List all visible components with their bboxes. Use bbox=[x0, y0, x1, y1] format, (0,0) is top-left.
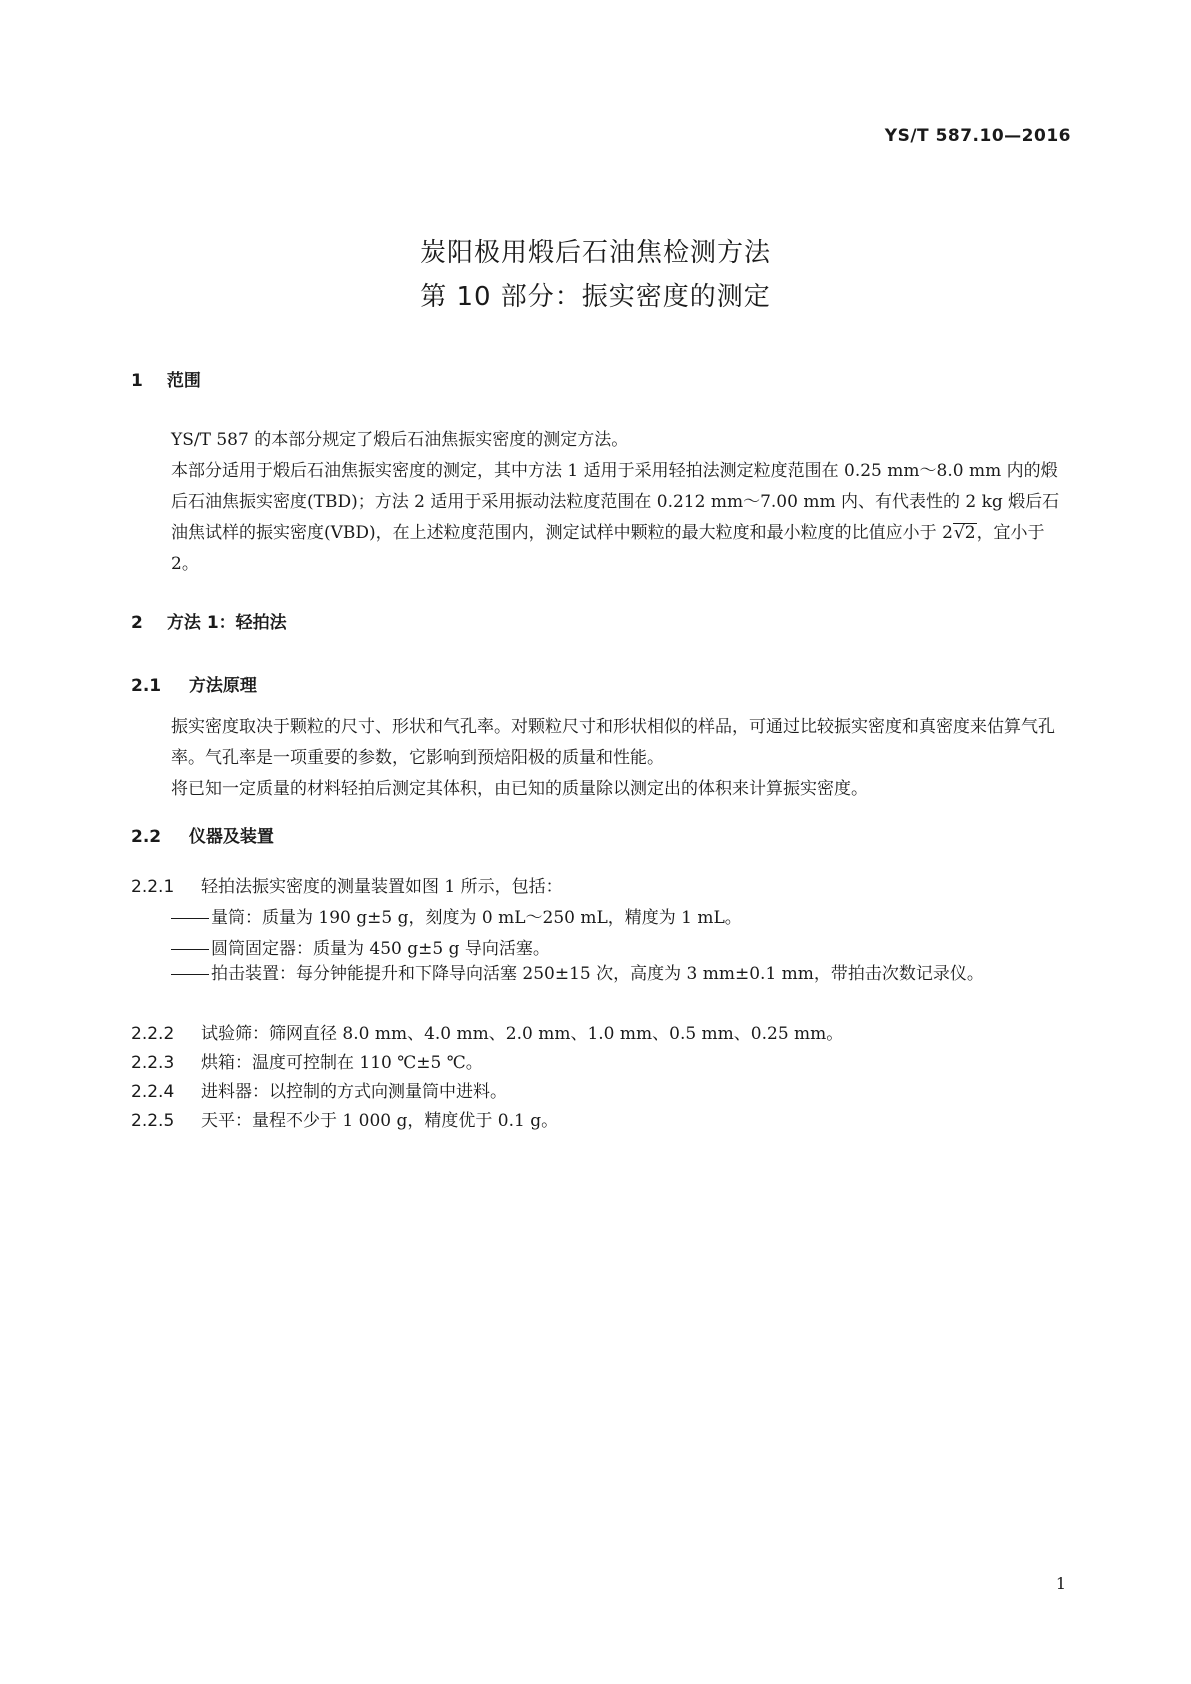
clause-text: 烘箱：温度可控制在 110 ℃±5 ℃。 bbox=[201, 1053, 483, 1073]
clause-number: 2.2.3 bbox=[131, 1053, 175, 1073]
dash-item-1: 量筒：质量为 190 g±5 g，刻度为 0 mL～250 mL，精度为 1 mL。 bbox=[171, 903, 742, 928]
dash-item-2: 圆筒固定器：质量为 450 g±5 g 导向活塞。 bbox=[171, 934, 550, 959]
section-2-heading bbox=[131, 608, 287, 633]
document-title-line2: 第 10 部分：振实密度的测定 bbox=[420, 282, 771, 312]
clause-number: 2.2.1 bbox=[131, 877, 175, 897]
section-1-paragraph-1: YS/T 587 的本部分规定了煅后石油焦振实密度的测定方法。 bbox=[171, 430, 629, 450]
document-title-line1: 炭阳极用煅后石油焦检测方法 bbox=[419, 238, 771, 268]
dash-mark bbox=[171, 974, 209, 975]
clause-2-2-3 bbox=[131, 1048, 483, 1073]
section-2-1-paragraph-1: 振实密度取决于颗粒的尺寸、形状和气孔率。对颗粒尺寸和形状相似的样品，可通过比较振实密度和真密度来估算气孔率。气孔率是一项重要的参数，它影响到预焙阳极的质量和性能。 bbox=[171, 717, 1055, 768]
section-2-1-paragraph-2: 将已知一定质量的材料轻拍后测定其体积，由已知的质量除以测定出的体积来计算振实密度。 bbox=[171, 779, 868, 799]
clause-text: 试验筛：筛网直径 8.0 mm、4.0 mm、2.0 mm、1.0 mm、0.5 mm、0.25 mm。 bbox=[201, 1024, 844, 1044]
sqrt-symbol: √2 bbox=[953, 523, 976, 543]
section-2-1-heading bbox=[131, 671, 257, 696]
section-1-heading bbox=[131, 366, 201, 391]
section-number: 2.1 bbox=[131, 676, 162, 696]
section-title: 范围 bbox=[166, 371, 201, 391]
section-title: 方法 1：轻拍法 bbox=[166, 613, 287, 633]
dash-mark bbox=[171, 918, 209, 919]
clause-number: 2.2.2 bbox=[131, 1024, 175, 1044]
clause-2-2-2 bbox=[131, 1019, 843, 1044]
section-1-paragraph-2: 本部分适用于煅后石油焦振实密度的测定，其中方法 1 适用于采用轻拍法测定粒度范围在 0.25 mm～8.0 mm 内的煅后石油焦振实密度(TBD)；方法 2 适用于采用振动法粒度范围在 0.212 mm～7.00 mm 内、有代表性的 2 kg 煅后石油焦试样的振实密度(VBD)，在上述粒度范围内，测定试样中颗粒的最大粒度和最小粒度的比值应小于 2√2，宜小于 2。 bbox=[171, 461, 1060, 574]
clause-2-2-5 bbox=[131, 1106, 558, 1131]
clause-2-2-1 bbox=[131, 872, 563, 897]
clause-text: 轻拍法振实密度的测量装置如图 1 所示，包括： bbox=[201, 877, 563, 897]
section-title: 方法原理 bbox=[188, 676, 257, 696]
standard-code: YS/T 587.10—2016 bbox=[884, 126, 1071, 146]
dash-mark bbox=[171, 949, 209, 950]
section-number: 1 bbox=[131, 371, 143, 391]
clause-text: 天平：量程不少于 1 000 g，精度优于 0.1 g。 bbox=[201, 1111, 559, 1131]
section-title: 仪器及装置 bbox=[188, 827, 274, 847]
section-2-2-heading bbox=[131, 822, 274, 847]
page-number: 1 bbox=[1055, 1574, 1066, 1593]
section-number: 2.2 bbox=[131, 827, 162, 847]
clause-2-2-4 bbox=[131, 1077, 507, 1102]
clause-text: 进料器：以控制的方式向测量筒中进料。 bbox=[201, 1082, 507, 1102]
dash-item-3: 拍击装置：每分钟能提升和下降导向活塞 250±15 次，高度为 3 mm±0.1 mm，带拍击次数记录仪。 bbox=[171, 959, 1071, 990]
section-number: 2 bbox=[131, 613, 143, 633]
clause-number: 2.2.4 bbox=[131, 1082, 175, 1102]
clause-number: 2.2.5 bbox=[131, 1111, 175, 1131]
